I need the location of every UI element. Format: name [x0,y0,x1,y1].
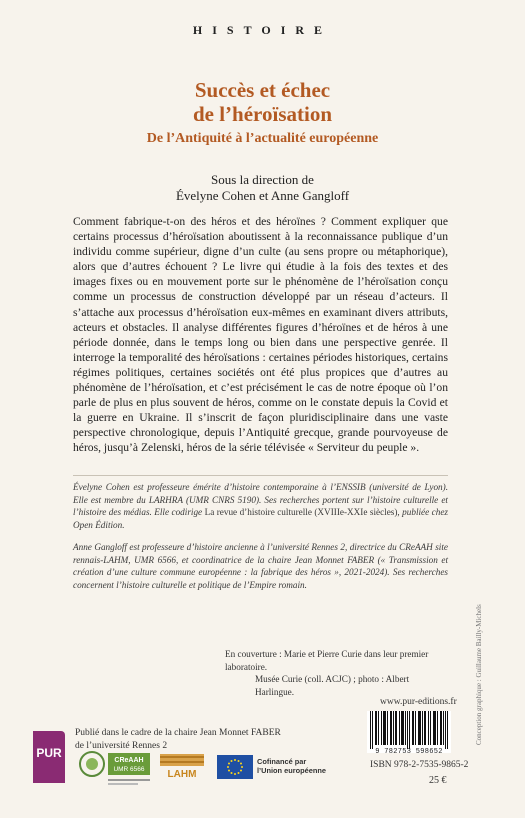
isbn-barcode [367,711,451,753]
barcode-bars [367,711,451,749]
direction-label: Sous la direction de [211,172,314,187]
graphic-design-credit: Conception graphique : Guillaume Bailly-Michels [475,604,483,745]
eu-cofunding-line-2: l’Union européenne [257,766,326,775]
divider [73,475,448,476]
creaah-logo-name: CReAAH [114,757,144,764]
book-subtitle: De l’Antiquité à l’actualité européenne [146,131,379,146]
eu-cofunding [257,757,326,775]
barcode-digits: 9 782753 598652 [375,748,443,756]
cover-credit [225,648,450,698]
publisher-website: www.pur-editions.fr [380,697,457,707]
cover-credit-line-1: En couverture : Marie et Pierre Curie dans leur premier laboratoire. [225,649,429,672]
bio-cohen-text: Évelyne Cohen est professeure émérite d’histoire contemporaine à l’ENSSIB (université de Lyon). Elle est membre du LARHRA (UMR CNRS 5190). Ses recherches portent sur l’histoire culturelle et l’histoire des médias. Elle codirige [73,482,448,517]
pur-logo-text: PUR [36,746,62,760]
bio-cohen-journal: La revue d’histoire culturelle (XVIIIe-XXIe siècles), [204,507,403,517]
bio-cohen [73,481,448,531]
back-cover-blurb: Comment fabrique-t-on des héros et des héroïnes ? Comment expliquer que certains processus d’héroïsation aboutissent à la reconnaissance publique d’un individu comme supérieur, digne d’un culte (au sens propre ou métaphorique), alors que d’autres échouent ? Le livre qui étudie à la fois des textes et des images fixes ou en mouvement porte sur le phénomène de l’héroïsation conçu comme un processus de construction développé par un réseau d’acteurs. Il s’attache aux processus d’héroïsation eux-mêmes en examinant divers attributs, acteurs et obstacles. Il analyse différentes figures d’héroïnes et de héros à une période donnée, dans le temps long ou bien dans une perspective genrée. Il interroge la temporalité des héroïsations : certaines périodes historiques, certains régimes politiques, certaines sociétés ont été plus propices que d’autres au phénomène de l’héroïsation, et c’est précisément le cas de notre époque où l’on parle de plus en plus souvent de héros, comme on le constate depuis la Covid et la guerre en Ukraine. Il s’inscrit de façon pluridisciplinaire dans une vaste perspective chronologique, depuis l’Antiquité grecque, grande pourvoyeuse de héros, jusqu’à Zelenski, héros de la série télévisée « Serviteur du peuple ». [73,215,448,455]
eu-cofunding-line-1: Cofinancé par [257,757,307,766]
pur-logo [33,731,65,783]
bio-gangloff: Anne Gangloff est professeure d’histoire ancienne à l’université Rennes 2, directrice du CReAAH site rennais-LAHM, UMR 6566, et coordinatrice de la chaire Jean Monnet FABER (« Transmission et création d’une culture commune européenne : la fabrique des héros », 2021-2024). Ses recherches concernent l’histoire culturelle et politique de l’Empire romain. [73,542,448,590]
book-title-line-2: de l’héroïsation [192,102,333,126]
editors-names: Évelyne Cohen et Anne Gangloff [175,188,350,203]
bio-cohen-publisher: publiée chez Open Édition. [73,507,448,530]
creaah-logo [78,748,153,788]
book-title-line-1: Succès et échec [194,78,331,102]
creaah-logo-umr: UMR 6566 [113,766,145,773]
price: 25 € [429,775,447,786]
series-label: HISTOIRE [192,23,333,37]
published-note-line-2: de l’université Rennes 2 [75,740,168,751]
isbn: ISBN 978-2-7535-9865-2 [370,760,469,770]
published-note-line-1: Publié dans le cadre de la chaire Jean Monnet FABER [75,728,281,738]
lahm-logo-text: LAHM [167,769,197,780]
lahm-logo [158,752,206,780]
eu-flag-icon [217,755,253,779]
cover-credit-line-2: Musée Curie (coll. ACJC) ; photo : Albert Harlingue. [255,674,410,697]
